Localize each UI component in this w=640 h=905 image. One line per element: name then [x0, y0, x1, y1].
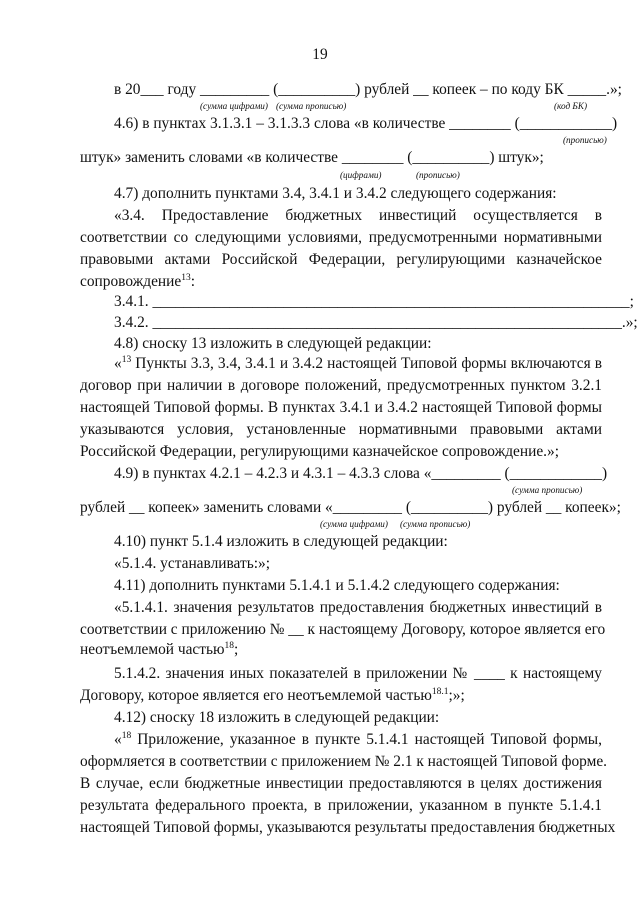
line-15: указываются условия, установленные нормативными правовыми актами [80, 421, 602, 438]
line-4: 4.7) дополнить пунктами 3.4, 3.4.1 и 3.4.2 следующего содержания: [114, 185, 557, 202]
line-16: Российской Федерации, регулирующими казначейское сопровождение.»; [80, 443, 559, 460]
caption-sum-digits-2: (сумма цифрами) [320, 519, 388, 529]
footnote-mark-13: 13 [121, 355, 132, 365]
line-18: рублей __ копеек» заменить словами «_________ (__________) рублей __ копеек»; [80, 499, 621, 516]
line-28 [114, 730, 602, 750]
line-14: настоящей Типовой формы. В пунктах 3.4.1 и 3.4.2 настоящей Типовой формы [80, 399, 602, 416]
open-quote-2: « [114, 731, 122, 748]
line-20: «5.1.4. устанавливать:»; [114, 555, 270, 572]
line-9: 3.4.1. ______________________________________________________________; [114, 293, 634, 310]
line-12-text: Пункты 3.3, 3.4, 3.4.1 и 3.4.2 настоящей Типовой формы включаются в [131, 355, 602, 372]
line-12 [114, 354, 602, 374]
line-30: В случае, если бюджетные инвестиции предоставляются в целях достижения [80, 775, 602, 792]
line-26-text: Договору, которое является его неотъемлемой частью [80, 687, 432, 704]
caption-sum-words-3: (сумма прописью) [400, 519, 471, 529]
line-26 [80, 686, 602, 706]
line-10: 3.4.2. _____________________________________________________________.»; [114, 314, 638, 331]
line-17: 4.9) в пунктах 4.2.1 – 4.2.3 и 4.3.1 – 4.3.3 слова «_________ (____________) [114, 465, 608, 482]
line-26-tail: ;»; [448, 687, 465, 704]
line-6: соответствии со следующими условиями, предусмотренными нормативными [80, 229, 602, 246]
open-quote: « [114, 355, 122, 372]
line-13: договор при наличии в договоре положений, предусмотренных пунктом 3.2.1 [80, 377, 602, 394]
caption-sum-digits: (сумма цифрами) [200, 101, 268, 111]
line-2: 4.6) в пунктах 3.1.3.1 – 3.1.3.3 слова «в количестве ________ (____________) [114, 115, 618, 132]
line-19: 4.10) пункт 5.1.4 изложить в следующей редакции: [114, 533, 448, 550]
line-3: штук» заменить словами «в количестве ________ (__________) штук»; [80, 149, 544, 166]
line-22: «5.1.4.1. значения результатов предоставления бюджетных инвестиций в [114, 599, 602, 616]
footnote-ref-13: 13 [181, 273, 191, 283]
line-11: 4.8) сноску 13 изложить в следующей редакции: [114, 335, 432, 352]
line-24-text: неотъемлемой частью [80, 641, 225, 658]
line-7: правовыми актами Российской Федерации, регулирующими казначейское [80, 251, 602, 268]
line-1: в 20___ году _________ (__________) рублей __ копеек – по коду БК _____.»; [114, 81, 622, 98]
line-24 [80, 640, 602, 660]
caption-sum-words-2: (сумма прописью) [512, 485, 583, 495]
line-24-tail: ; [234, 641, 239, 658]
line-25: 5.1.4.2. значения иных показателей в приложении № ____ к настоящему [114, 665, 602, 682]
caption-words-2: (прописью) [416, 170, 460, 180]
line-31: результата федерального проекта, в приложении, указанном в пункте 5.1.4.1 [80, 797, 602, 814]
line-8-tail: : [190, 273, 196, 290]
line-28-text: Приложение, указанное в пункте 5.1.4.1 настоящей Типовой формы, [131, 731, 602, 748]
line-27: 4.12) сноску 18 изложить в следующей редакции: [114, 709, 440, 726]
caption-kbk: (код БК) [554, 101, 588, 111]
footnote-ref-18: 18 [224, 641, 234, 651]
line-21: 4.11) дополнить пунктами 5.1.4.1 и 5.1.4.2 следующего содержания: [114, 577, 560, 594]
line-23: соответствии с приложению № __ к настоящему Договору, которое является его [80, 621, 606, 638]
line-32: настоящей Типовой формы, указываются результаты предоставления бюджетных [80, 819, 616, 836]
line-29: оформляется в соответствии с приложением № 2.1 к настоящей Типовой форме. [80, 753, 608, 770]
line-5: «3.4. Предоставление бюджетных инвестиций осуществляется в [114, 207, 602, 224]
caption-digits: (цифрами) [340, 170, 382, 180]
page-number: 19 [312, 46, 328, 63]
footnote-ref-18-1: 18.1 [431, 687, 449, 697]
footnote-mark-18: 18 [121, 731, 132, 741]
caption-sum-words: (сумма прописью) [276, 101, 347, 111]
caption-words-1: (прописью) [563, 135, 607, 145]
line-8-text: сопровождение [80, 273, 182, 290]
line-8 [80, 272, 602, 292]
